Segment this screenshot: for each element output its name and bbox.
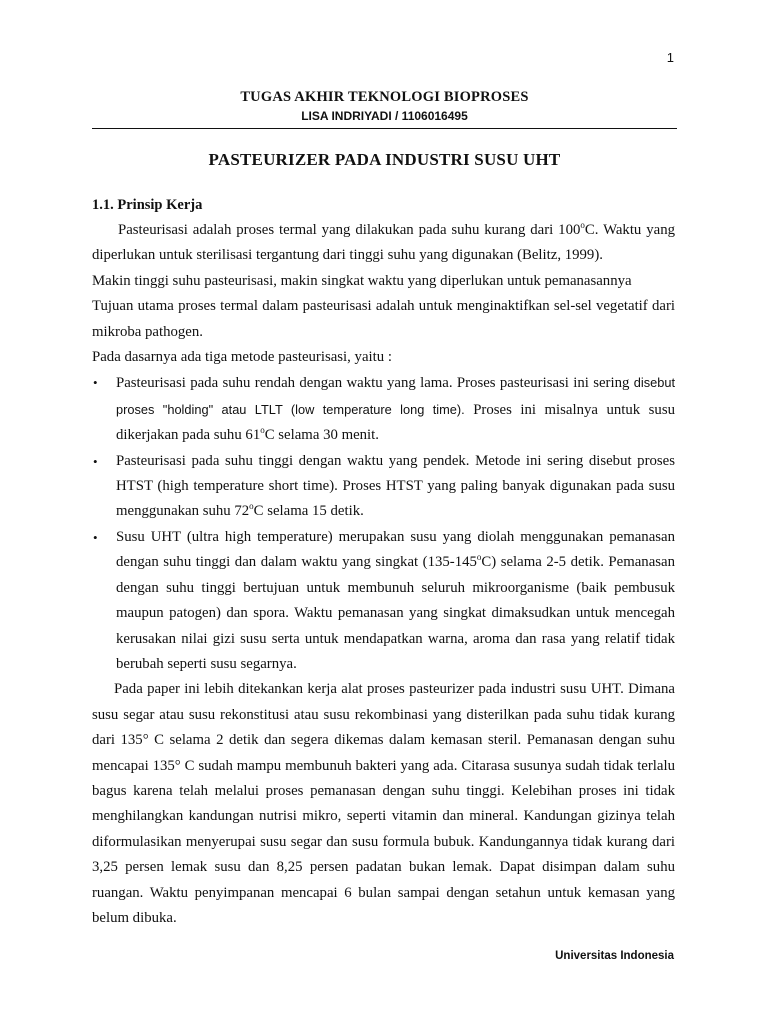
- degree-superscript: o: [260, 425, 265, 436]
- section-heading: 1.1. Prinsip Kerja: [92, 197, 203, 213]
- list-text: C selama 15 detik.: [253, 503, 364, 520]
- intro-paragraph-3: Tujuan utama proses termal dalam pasteurisasi adalah untuk menginaktifkan sel-sel vegetatif dari mikroba pathogen.: [92, 298, 675, 340]
- methods-list: [92, 370, 675, 677]
- footer-institution: Universitas Indonesia: [555, 950, 674, 962]
- intro-paragraph-1: [92, 218, 675, 269]
- degree-superscript: o: [580, 220, 585, 231]
- closing-paragraph: Pada paper ini lebih ditekankan kerja alat proses pasteurizer pada industri susu UHT. Dimana susu segar atau susu rekonstitusi atau susu rekombinasi yang disterilkan pada suhu tidak kurang dari 135° C selama 2 detik dan segera dikemas dalam kemasan steril. Pemanasan dengan suhu mencapai 135° C sudah mampu membunuh bakteri yang ada. Citarasa susunya sudah tidak terlalu bagus karena telah melalui proses pemanasan dengan suhu tinggi. Kelebihan proses ini tidak menghilangkan kandungan nutrisi mikro, seperti vitamin dan mineral. Kandungan gizinya telah diformulasikan menyerupai susu segar dan susu formula bubuk. Kandungannya tidak kurang dari 3,25 persen lemak susu dan 8,25 persen padatan bukan lemak. Dapat disimpan dalam suhu ruangan. Waktu penyimpanan mencapai 6 bulan sampai dengan setahun untuk kemasan yang belum dibuka.: [92, 681, 675, 926]
- intro-text-b: C. Waktu yang diperlukan untuk sterilisasi tergantung dari tinggi suhu yang digunakan (Belitz, 1999).: [92, 222, 675, 264]
- list-text: C selama 30 menit.: [264, 427, 379, 444]
- header-divider: [92, 128, 677, 129]
- list-text-sans: disebut proses "holding" atau LTLT (low temperature long time).: [116, 375, 675, 417]
- intro-paragraph-4: Pada dasarnya ada tiga metode pasteurisasi, yaitu :: [92, 349, 392, 366]
- intro-paragraph-2: Makin tinggi suhu pasteurisasi, makin singkat waktu yang diperlukan untuk pemanasannya: [92, 272, 632, 289]
- list-text: Pasteurisasi pada suhu rendah dengan waktu yang lama. Proses pasteurisasi ini sering: [116, 375, 634, 392]
- author-line: LISA INDRIYADI / 1106016495: [301, 109, 468, 123]
- bullet-icon: •: [93, 529, 98, 545]
- list-text: C) selama 2-5 detik. Pemanasan dengan suhu tinggi bertujuan untuk membunuh seluruh mikroorganisme (baik pembusuk maupun patogen) dan spora. Waktu pemanasan yang singkat dimaksudkan untuk mencegah kerusakan nilai gizi susu serta untuk mendapatkan warna, aroma dan rasa yang relatif tidak berubah seperti susu segarnya.: [116, 554, 675, 672]
- bullet-icon: •: [93, 375, 98, 391]
- list-item: [92, 370, 675, 448]
- intro-text-a: Pasteurisasi adalah proses termal yang dilakukan pada suhu kurang dari 100: [118, 222, 581, 238]
- degree-superscript: o: [249, 501, 254, 512]
- course-title: TUGAS AKHIR TEKNOLOGI BIOPROSES: [240, 89, 529, 105]
- list-item-text: [116, 370, 675, 448]
- list-item: [92, 449, 675, 525]
- list-item-text: [116, 449, 675, 525]
- list-item-text: [116, 525, 675, 677]
- page-number: 1: [666, 50, 674, 65]
- degree-superscript: o: [476, 552, 482, 563]
- list-text: Susu UHT (ultra high temperature) merupakan susu yang diolah menggunakan pemanasan dengan suhu tinggi dan dalam waktu yang singkat (135-145: [116, 528, 675, 571]
- bullet-icon: •: [93, 453, 98, 469]
- page-header: [92, 88, 677, 125]
- list-text: Proses ini misalnya untuk susu dikerjakan pada suhu 61: [116, 401, 675, 444]
- body-content: [92, 193, 675, 931]
- list-text: Pasteurisasi pada suhu tinggi dengan waktu yang pendek. Metode ini sering disebut proses HTST (high temperature short time). Proses HTST yang paling banyak digunakan pada susu menggunakan suhu 72: [116, 452, 675, 520]
- list-item: [92, 525, 675, 677]
- document-title: PASTEURIZER PADA INDUSTRI SUSU UHT: [208, 150, 561, 169]
